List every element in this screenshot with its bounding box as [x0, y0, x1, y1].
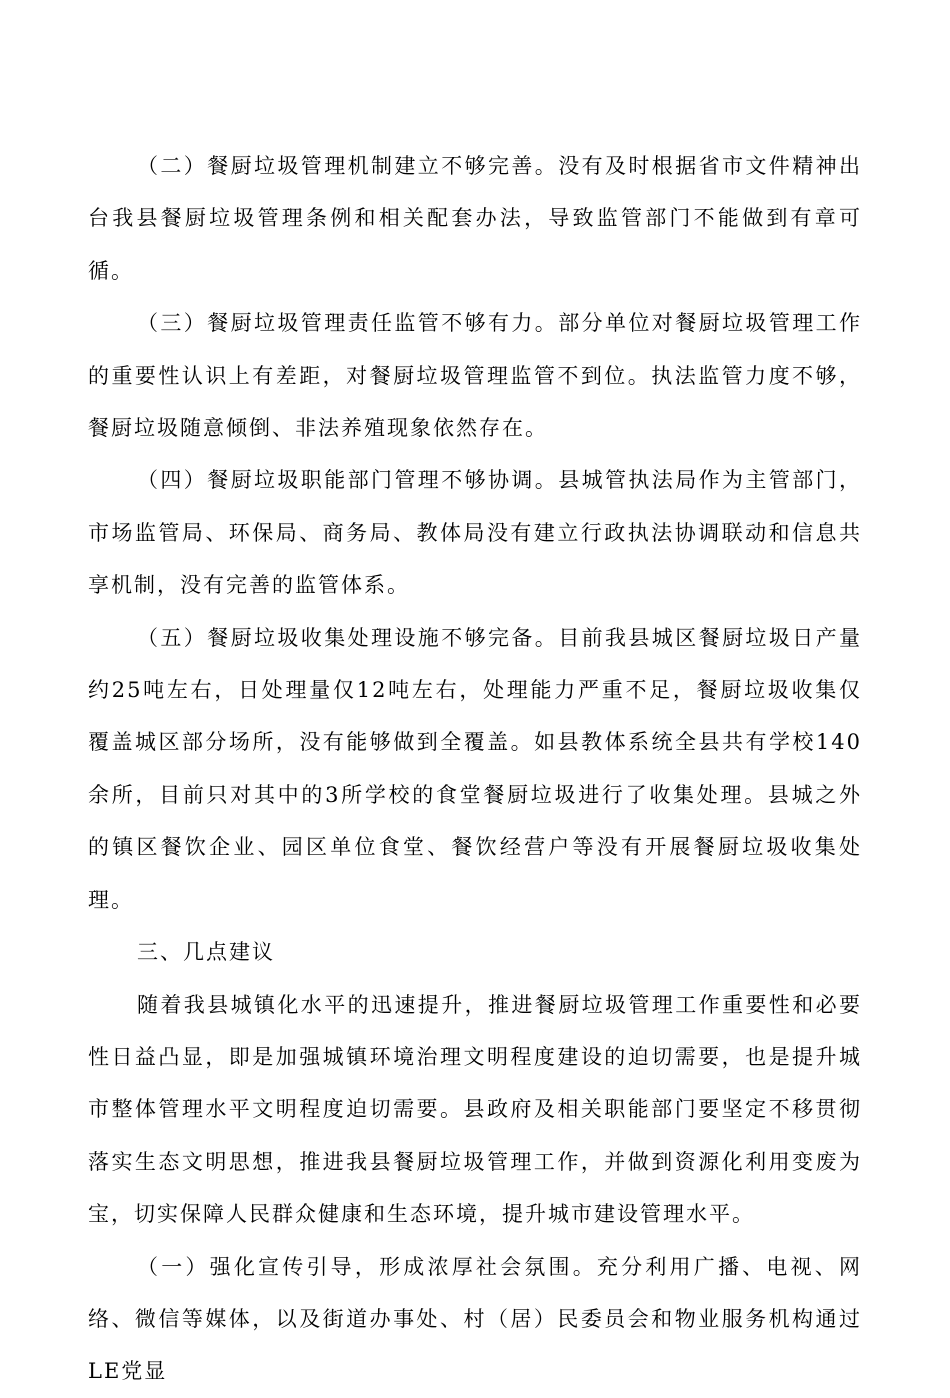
paragraph-suggestions-intro: 随着我县城镇化水平的迅速提升，推进餐厨垃圾管理工作重要性和必要性日益凸显，即是加强城镇环境治理文明程度建设的迫切需要，也是提升城市整体管理水平文明程度迫切需要。县政府及相关职能部门要坚定不移贯彻落实生态文明思想，推进我县餐厨垃圾管理工作，并做到资源化利用变废为宝，切实保障人民群众健康和生态环境，提升城市建设管理水平。	[88, 992, 862, 1227]
paragraph-department-coordination: （四）餐厨垃圾职能部门管理不够协调。县城管执法局作为主管部门，市场监管局、环保局、商务局、教体局没有建立行政执法协调联动和信息共享机制，没有完善的监管体系。	[88, 468, 862, 598]
paragraph-management-mechanism: （二）餐厨垃圾管理机制建立不够完善。没有及时根据省市文件精神出台我县餐厨垃圾管理条例和相关配套办法，导致监管部门不能做到有章可循。	[88, 154, 862, 283]
paragraph-supervision-responsibility: （三）餐厨垃圾管理责任监管不够有力。部分单位对餐厨垃圾管理工作的重要性认识上有差距，对餐厨垃圾管理监管不到位。执法监管力度不够，餐厨垃圾随意倾倒、非法养殖现象依然存在。	[88, 311, 862, 441]
document-page	[88, 140, 862, 1398]
paragraph-facilities: （五）餐厨垃圾收集处理设施不够完备。目前我县城区餐厨垃圾日产量约25吨左右，日处理量仅12吨左右，处理能力严重不足，餐厨垃圾收集仅覆盖城区部分场所，没有能够做到全覆盖。如县教体系统全县共有学校140余所，目前只对其中的3所学校的食堂餐厨垃圾进行了收集处理。县城之外的镇区餐饮企业、园区单位食堂、餐饮经营户等没有开展餐厨垃圾收集处理。	[88, 625, 862, 912]
section-heading-suggestions: 三、几点建议	[137, 940, 275, 965]
paragraph-publicity-guidance: （一）强化宣传引导，形成浓厚社会氛围。充分利用广播、电视、网络、微信等媒体，以及街道办事处、村（居）民委员会和物业服务机构通过LE党显	[88, 1254, 862, 1384]
